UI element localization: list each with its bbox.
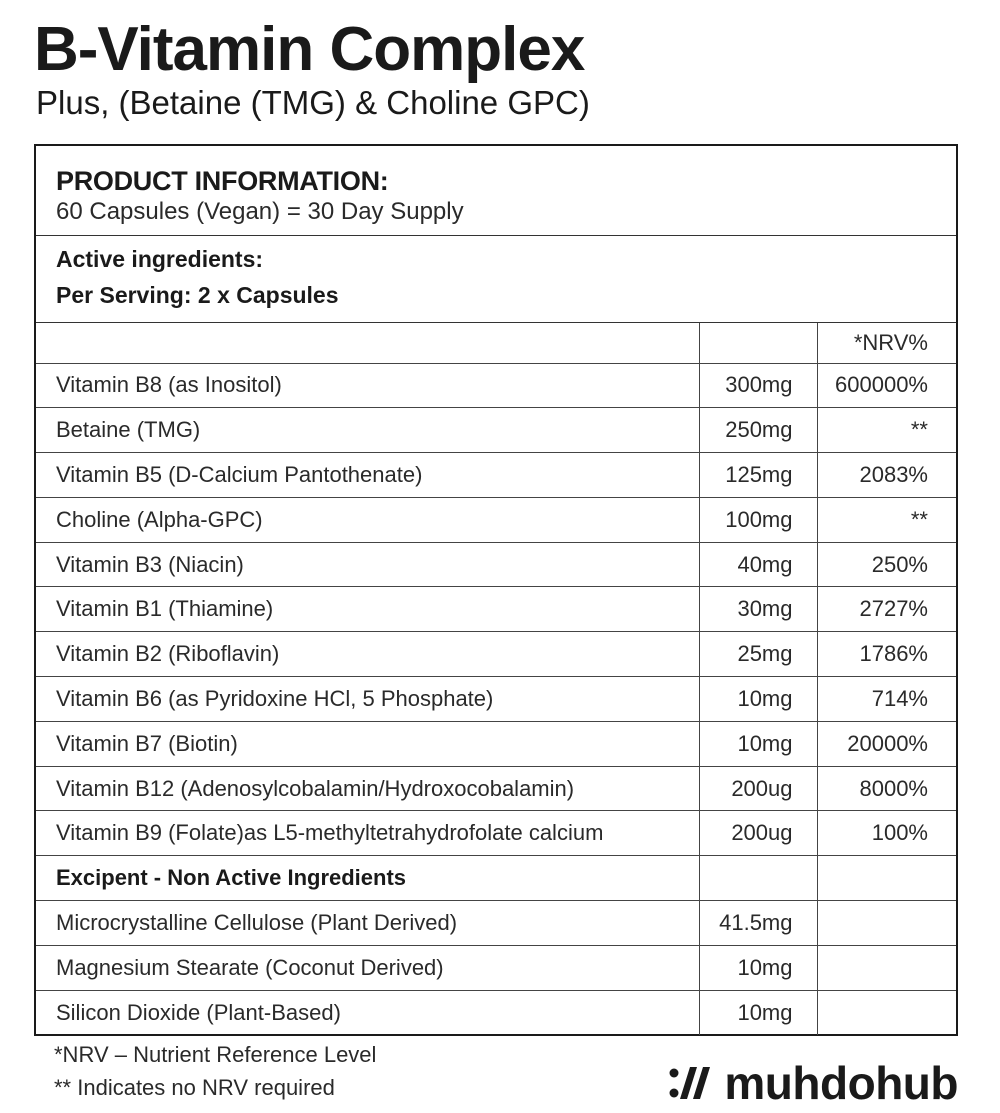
ingredient-nrv: 250%: [817, 542, 956, 587]
table-row: [36, 677, 956, 722]
ingredient-amount: 200ug: [699, 766, 817, 811]
ingredient-name: Vitamin B3 (Niacin): [36, 542, 699, 587]
table-row: [36, 453, 956, 498]
ingredient-name: Vitamin B9 (Folate)as L5-methyltetrahydrofolate calcium: [36, 811, 699, 856]
active-ingredients-heading: Active ingredients:: [56, 246, 264, 272]
ingredient-nrv: 20000%: [817, 721, 956, 766]
muhdohub-logo-icon: [666, 1061, 716, 1105]
product-info-section: [36, 146, 956, 236]
ingredient-nrv: 2727%: [817, 587, 956, 632]
excipient-nrv: [817, 990, 956, 1035]
excipient-nrv: [817, 901, 956, 946]
brand-logo: [666, 1053, 958, 1113]
ingredient-amount: 30mg: [699, 587, 817, 632]
header-name-cell: [36, 323, 699, 363]
table-row: [36, 408, 956, 453]
footnote-nrv: *NRV – Nutrient Reference Level: [54, 1042, 377, 1067]
ingredient-name: Vitamin B12 (Adenosylcobalamin/Hydroxocobalamin): [36, 766, 699, 811]
ingredient-nrv: 2083%: [817, 453, 956, 498]
header-nrv-cell: *NRV%: [817, 323, 956, 363]
table-row: [36, 363, 956, 408]
ingredient-name: Vitamin B7 (Biotin): [36, 721, 699, 766]
ingredient-name: Vitamin B2 (Riboflavin): [36, 632, 699, 677]
excipient-amount: 10mg: [699, 990, 817, 1035]
ingredient-nrv: 714%: [817, 677, 956, 722]
ingredient-name: Betaine (TMG): [36, 408, 699, 453]
ingredient-name: Vitamin B5 (D-Calcium Pantothenate): [36, 453, 699, 498]
excipient-heading-nrv: [817, 856, 956, 901]
excipient-amount: 41.5mg: [699, 901, 817, 946]
table-header-row: [36, 323, 956, 363]
serving-size: Per Serving: 2 x Capsules: [56, 282, 339, 308]
ingredient-nrv: 1786%: [817, 632, 956, 677]
excipient-amount: 10mg: [699, 945, 817, 990]
brand-name: muhdohub: [724, 1057, 958, 1109]
table-row: [36, 766, 956, 811]
ingredient-name: Vitamin B8 (as Inositol): [36, 363, 699, 408]
ingredients-table: [36, 323, 956, 1035]
table-row: [36, 990, 956, 1035]
ingredient-amount: 100mg: [699, 497, 817, 542]
ingredient-nrv: **: [817, 497, 956, 542]
excipient-nrv: [817, 945, 956, 990]
footnote-no-nrv: ** Indicates no NRV required: [54, 1075, 335, 1100]
ingredient-amount: 25mg: [699, 632, 817, 677]
ingredient-name: Choline (Alpha-GPC): [36, 497, 699, 542]
ingredient-nrv: 600000%: [817, 363, 956, 408]
ingredient-amount: 125mg: [699, 453, 817, 498]
table-row: [36, 632, 956, 677]
excipient-name: Silicon Dioxide (Plant-Based): [36, 990, 699, 1035]
ingredient-amount: 250mg: [699, 408, 817, 453]
excipient-name: Magnesium Stearate (Coconut Derived): [36, 945, 699, 990]
ingredient-name: Vitamin B6 (as Pyridoxine HCl, 5 Phosphate): [36, 677, 699, 722]
ingredient-name: Vitamin B1 (Thiamine): [36, 587, 699, 632]
excipient-heading: Excipent - Non Active Ingredients: [36, 856, 699, 901]
product-subtitle: Plus, (Betaine (TMG) & Choline GPC): [36, 84, 590, 121]
table-row: [36, 542, 956, 587]
excipient-name: Microcrystalline Cellulose (Plant Derived): [36, 901, 699, 946]
ingredient-amount: 40mg: [699, 542, 817, 587]
active-ingredients-section: [36, 236, 956, 323]
header-amount-cell: [699, 323, 817, 363]
ingredient-amount: 300mg: [699, 363, 817, 408]
excipient-heading-row: [36, 856, 956, 901]
product-supply: 60 Capsules (Vegan) = 30 Day Supply: [56, 198, 464, 225]
ingredient-nrv: 100%: [817, 811, 956, 856]
table-row: [36, 811, 956, 856]
product-title: B-Vitamin Complex: [34, 15, 585, 84]
ingredient-nrv: **: [817, 408, 956, 453]
table-row: [36, 497, 956, 542]
table-row: [36, 721, 956, 766]
ingredient-amount: 10mg: [699, 721, 817, 766]
ingredient-nrv: 8000%: [817, 766, 956, 811]
excipient-heading-amount: [699, 856, 817, 901]
table-row: [36, 901, 956, 946]
nutrition-panel: [34, 144, 958, 1036]
ingredient-amount: 10mg: [699, 677, 817, 722]
table-row: [36, 587, 956, 632]
ingredient-amount: 200ug: [699, 811, 817, 856]
table-row: [36, 945, 956, 990]
product-info-heading: PRODUCT INFORMATION:: [56, 166, 389, 196]
